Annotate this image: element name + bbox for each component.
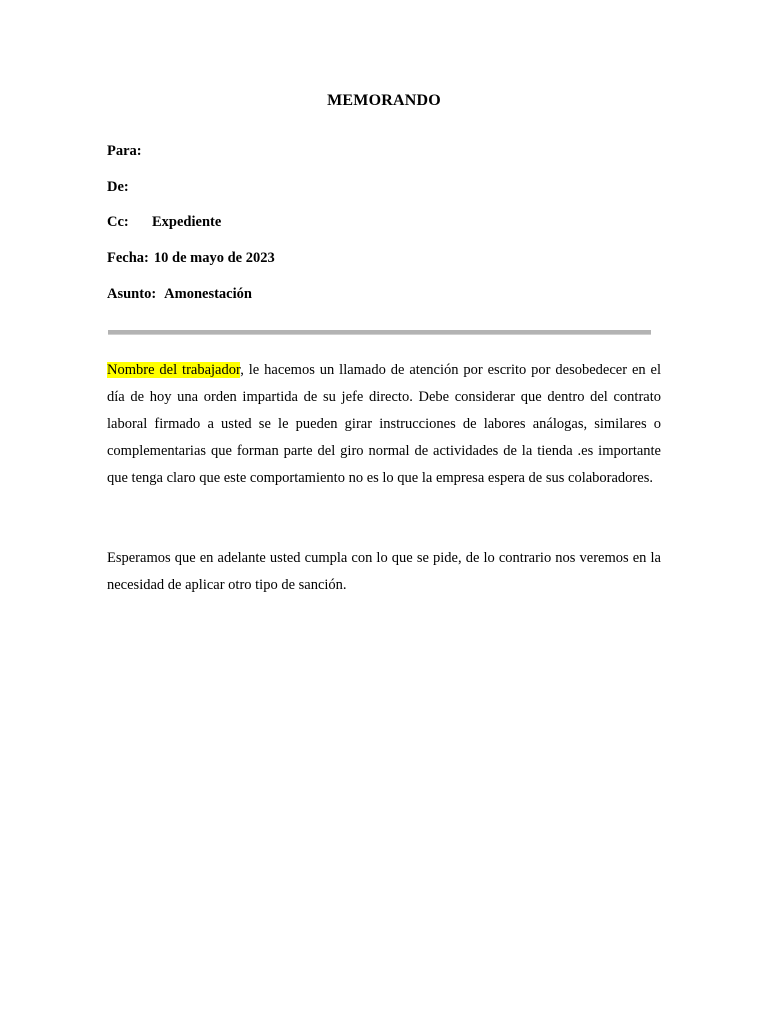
fecha-label: Fecha: <box>107 250 149 266</box>
fecha-value: 10 de mayo de 2023 <box>153 250 275 266</box>
header-divider <box>108 330 651 335</box>
memo-title: MEMORANDO <box>327 92 441 109</box>
cc-value: Expediente <box>152 214 222 230</box>
para-field <box>107 143 142 160</box>
cc-field <box>107 214 221 231</box>
cc-label: Cc: <box>107 214 129 230</box>
de-field <box>107 179 129 196</box>
asunto-value: Amonestación <box>164 286 252 302</box>
fecha-field <box>107 250 275 267</box>
de-label: De: <box>107 179 129 195</box>
body-paragraph-2: Esperamos que en adelante usted cumpla con lo que se pide, de lo contrario nos veremos en la necesidad de aplicar otro tipo de sanción. <box>107 550 661 593</box>
asunto-field <box>107 286 252 303</box>
body-paragraph-1 <box>107 357 661 492</box>
para-label: Para: <box>107 143 142 159</box>
asunto-label: Asunto: <box>107 286 157 302</box>
worker-name-placeholder: Nombre del trabajador <box>107 362 241 378</box>
body-paragraph-1-text: , le hacemos un llamado de atención por escrito por desobedecer en el día de hoy una orden impartida de su jefe directo. Debe considerar que dentro del contrato laboral firmado a usted se le pueden girar instrucciones de labores análogas, similares o complementarias que forman parte del giro normal de actividades de la tienda .es importante que tenga claro que este comportamiento no es lo que la empresa espera de sus colaboradores. <box>107 362 662 486</box>
